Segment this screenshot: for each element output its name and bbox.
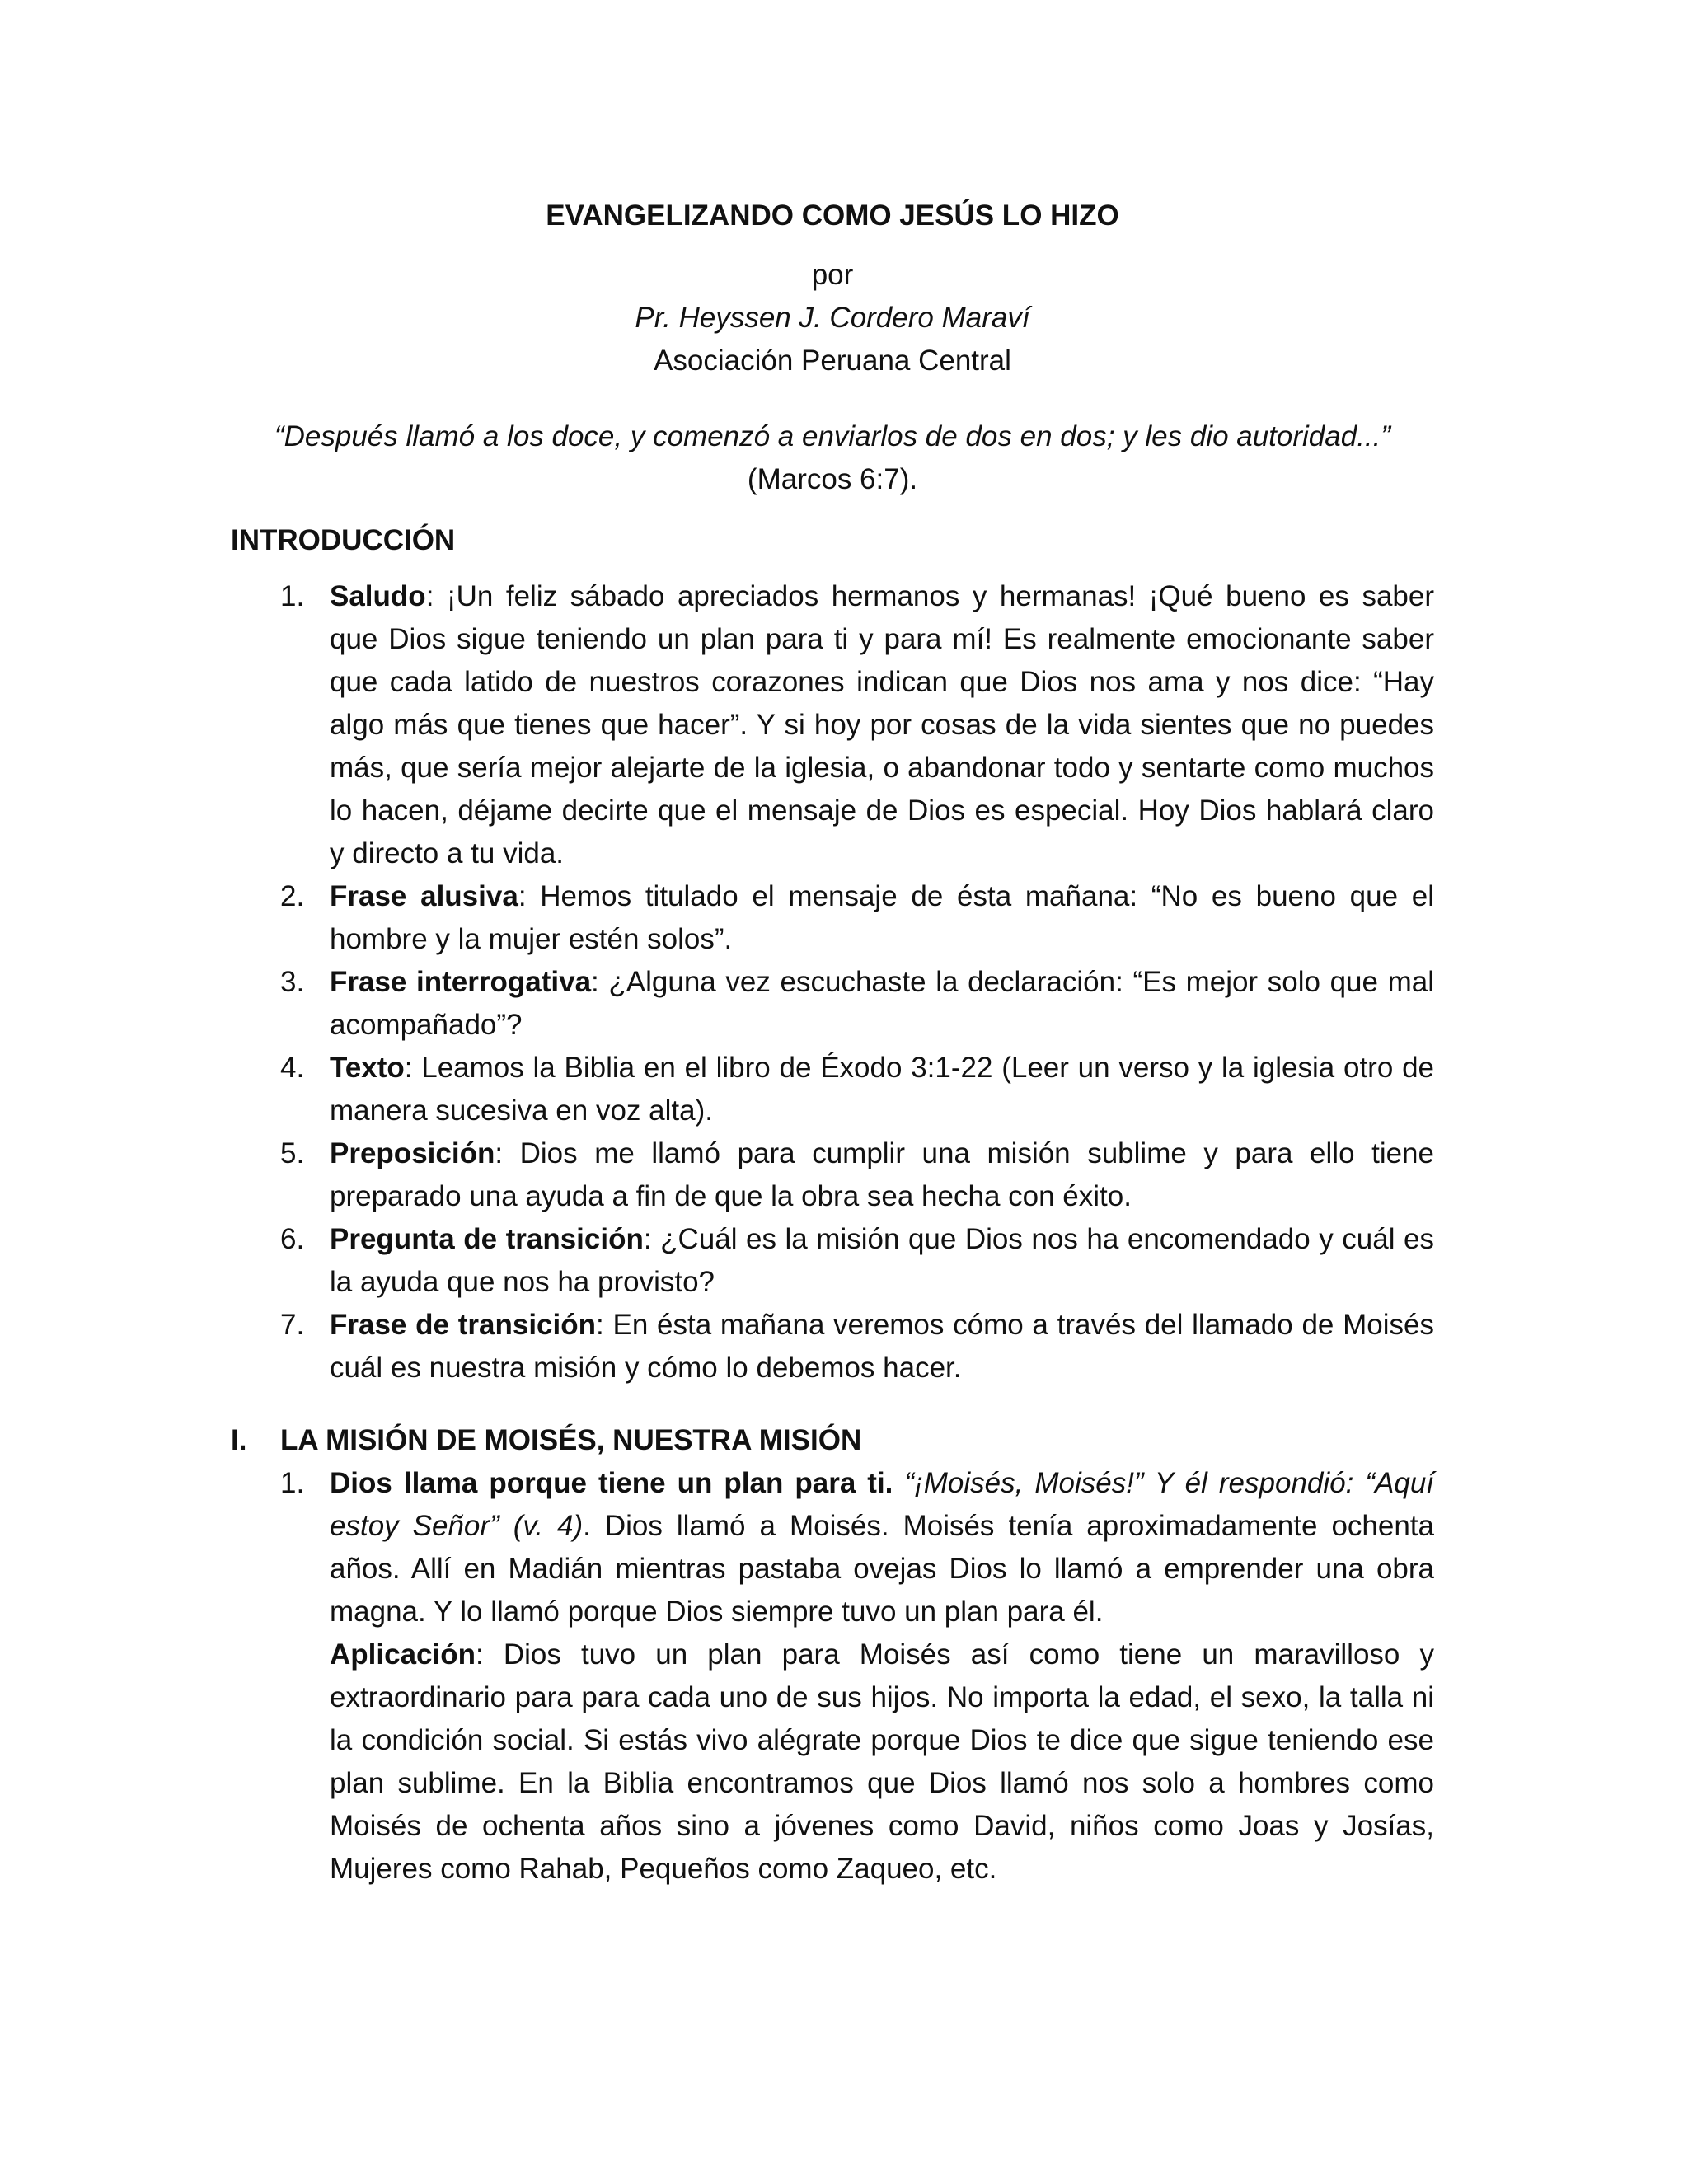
section-numeral: I. — [231, 1424, 247, 1456]
item-text: . Dios llamó a Moisés. Moisés tenía aproximadamente ochenta años. Allí en Madián mientras pastaba ovejas Dios lo llamó a emprender una obra magna. Y lo llamó porque Dios siempre tuvo un plan para él. — [330, 1510, 1434, 1628]
author-name: Pr. Heyssen J. Cordero Maraví — [635, 302, 1030, 334]
list-item — [231, 1218, 1434, 1304]
item-quote: “¡Moisés, Moisés!” Y él respondió: “Aquí estoy Señor” (v. 4) — [330, 1467, 1435, 1542]
item-text: : ¿Cuál es la misión que Dios nos ha encomendado y cuál es la ayuda que nos ha provisto? — [330, 1223, 1434, 1298]
application-paragraph — [330, 1633, 1434, 1891]
list-item — [231, 575, 1434, 875]
item-lead: Saludo — [330, 580, 426, 612]
section-1-heading — [231, 1419, 1434, 1462]
item-lead: Frase de transición — [330, 1309, 596, 1341]
item-text: : ¡Un feliz sábado apreciados hermanos y hermanas! ¡Qué bueno es saber que Dios sigue teniendo un plan para ti y para mí! Es realmente emocionante saber que cada latido de nuestros corazones indican que Dios nos ama y nos dice: “Hay algo más que tienes que hacer”. Y si hoy por cosas de la vida sientes que no puedes más, que sería mejor alejarte de la iglesia, o abandonar todo y sentarte como muchos lo hacen, déjame decirte que el mensaje de Dios es especial. Hoy Dios hablará claro y directo a tu vida. — [330, 580, 1434, 869]
section-title: LA MISIÓN DE MOISÉS, NUESTRA MISIÓN — [280, 1424, 862, 1456]
document-title: EVANGELIZANDO COMO JESÚS LO HIZO — [546, 199, 1119, 232]
item-text: : Dios me llamó para cumplir una misión sublime y para ello tiene preparado una ayuda a fin de que la obra sea hecha con éxito. — [330, 1137, 1434, 1212]
item-lead: Texto — [330, 1052, 405, 1084]
item-number: 1. — [280, 580, 305, 612]
item-lead: Preposición — [330, 1137, 495, 1169]
section-1-list — [231, 1462, 1434, 1891]
list-item — [231, 961, 1434, 1047]
list-item — [231, 1462, 1434, 1891]
application-label: Aplicación — [330, 1638, 476, 1671]
item-number: 1. — [280, 1467, 305, 1499]
epigraph-quote: “Después llamó a los doce, y comenzó a enviarlos de dos en dos; y les dio autoridad...” — [274, 420, 1391, 452]
application-text: : Dios tuvo un plan para Moisés así como tiene un maravilloso y extraordinario para para cada uno de sus hijos. No importa la edad, el sexo, la talla ni la condición social. Si estás vivo alégrate porque Dios te dice que sigue teniendo ese plan sublime. En la Biblia encontramos que Dios llamó nos solo a hombres como Moisés de ochenta años sino a jóvenes como David, niños como Joas y Josías, Mujeres como Rahab, Pequeños como Zaqueo, etc. — [330, 1638, 1434, 1885]
introduction-list — [231, 575, 1434, 1390]
item-text: : Leamos la Biblia en el libro de Éxodo 3:1-22 (Leer un verso y la iglesia otro de manera sucesiva en voz alta). — [330, 1052, 1434, 1127]
item-lead: Frase alusiva — [330, 880, 518, 912]
organization-name: Asociación Peruana Central — [654, 344, 1011, 377]
document-page — [231, 194, 1434, 1891]
item-number: 3. — [280, 966, 305, 998]
item-number: 6. — [280, 1223, 305, 1255]
item-lead: Dios llama porque tiene un plan para ti. — [330, 1467, 893, 1499]
byline-por: por — [811, 259, 854, 291]
item-text: : Hemos titulado el mensaje de ésta mañana: “No es bueno que el hombre y la mujer estén solos”. — [330, 880, 1434, 955]
list-item — [231, 875, 1434, 961]
item-number: 7. — [280, 1309, 305, 1341]
list-item — [231, 1304, 1434, 1390]
epigraph-reference: (Marcos 6:7). — [747, 463, 918, 495]
item-lead: Frase interrogativa — [330, 966, 592, 998]
item-number: 2. — [280, 880, 305, 912]
item-number: 5. — [280, 1137, 305, 1169]
item-text: : En ésta mañana veremos cómo a través del llamado de Moisés cuál es nuestra misión y cómo lo debemos hacer. — [330, 1309, 1434, 1384]
introduction-heading: INTRODUCCIÓN — [231, 524, 456, 556]
item-text: : ¿Alguna vez escuchaste la declaración: “Es mejor solo que mal acompañado”? — [330, 966, 1435, 1041]
list-item — [231, 1132, 1434, 1218]
item-number: 4. — [280, 1052, 305, 1084]
item-lead: Pregunta de transición — [330, 1223, 644, 1255]
list-item — [231, 1047, 1434, 1132]
